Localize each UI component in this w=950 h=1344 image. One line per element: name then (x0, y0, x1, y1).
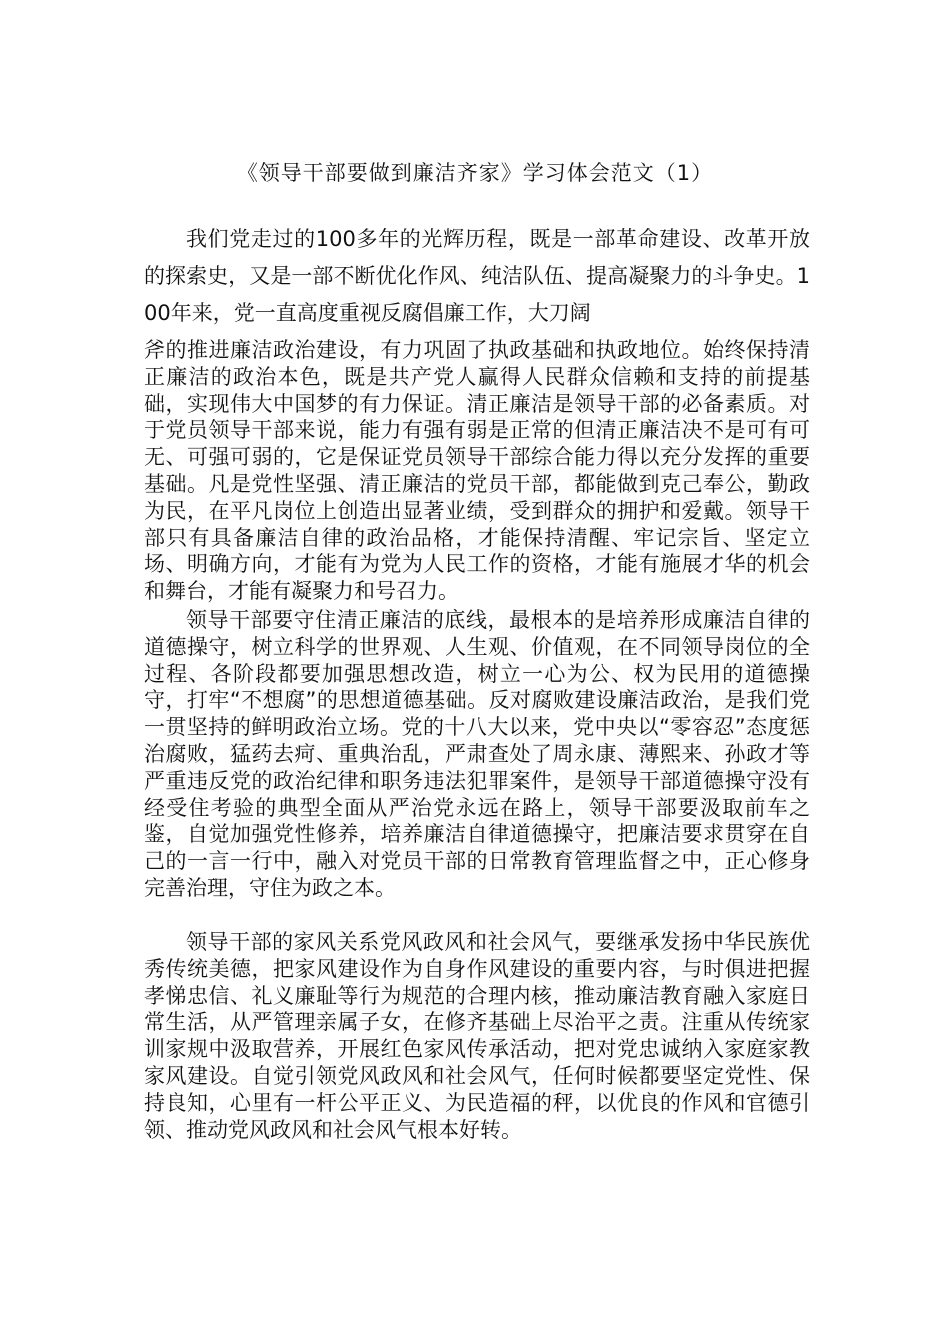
paragraph-1-part-1: 我们党走过的100多年的光辉历程，既是一部革命建设、改革开放的探索史，又是一部不断优化作风、纯洁队伍、提高凝聚力的斗争史。100年来，党一直高度重视反腐倡廉工作，大刀阔 (144, 227, 810, 325)
document-title: 《领导干部要做到廉洁齐家》学习体会范文（1） (236, 161, 714, 185)
paragraph-1-part-2: 斧的推进廉洁政治建设，有力巩固了执政基础和执政地位。始终保持清正廉洁的政治本色，既是共产党人赢得人民群众信赖和支持的前提基础，实现伟大中国梦的有力保证。清正廉洁是领导干部的必备素质。对于党员领导干部来说，能力有强有弱是正常的但清正廉洁决不是可有可无、可强可弱的，它是保证党员领导干部综合能力得以充分发挥的重要基础。凡是党性坚强、清正廉洁的党员干部，都能做到克己奉公，勤政为民，在平凡岗位上创造出显著业绩，受到群众的拥护和爱戴。领导干部只有具备廉洁自律的政治品格，才能保持清醒、牢记宗旨、坚定立场、明确方向，才能有为党为人民工作的资格，才能有施展才华的机会和舞台，才能有凝聚力和号召力。 (144, 338, 810, 604)
paragraph-3: 领导干部的家风关系党风政风和社会风气，要继承发扬中华民族优秀传统美德，把家风建设作为自身作风建设的重要内容，与时俱进把握孝悌忠信、礼义廉耻等行为规范的合理内核，推动廉洁教育融入家庭日常生活，从严管理亲属子女，在修齐基础上尽治平之责。注重从传统家训家规中汲取营养，开展红色家风传承活动，把对党忠诚纳入家庭家教家风建设。自觉引领党风政风和社会风气，任何时候都要坚定党性、保持良知，心里有一杆公平正义、为民造福的秤，以优良的作风和官德引领、推动党风政风和社会风气根本好转。 (144, 930, 810, 1142)
paragraph-2: 领导干部要守住清正廉洁的底线，最根本的是培养形成廉洁自律的道德操守，树立科学的世界观、人生观、价值观，在不同领导岗位的全过程、各阶段都要加强思想改造，树立一心为公、权为民用的道德操守，打牢“不想腐”的思想道德基础。反对腐败建设廉洁政治，是我们党一贯坚持的鲜明政治立场。党的十八大以来，党中央以“零容忍”态度惩治腐败，猛药去疴、重典治乱，严肃查处了周永康、薄熙来、孙政才等严重违反党的政治纪律和职务违法犯罪案件，是领导干部道德操守没有经受住考验的典型全面从严治党永远在路上，领导干部要汲取前车之鉴，自觉加强党性修养，培养廉洁自律道德操守，把廉洁要求贯穿在自己的一言一行中，融入对党员干部的日常教育管理监督之中，正心修身完善治理，守住为政之本。 (144, 608, 810, 900)
